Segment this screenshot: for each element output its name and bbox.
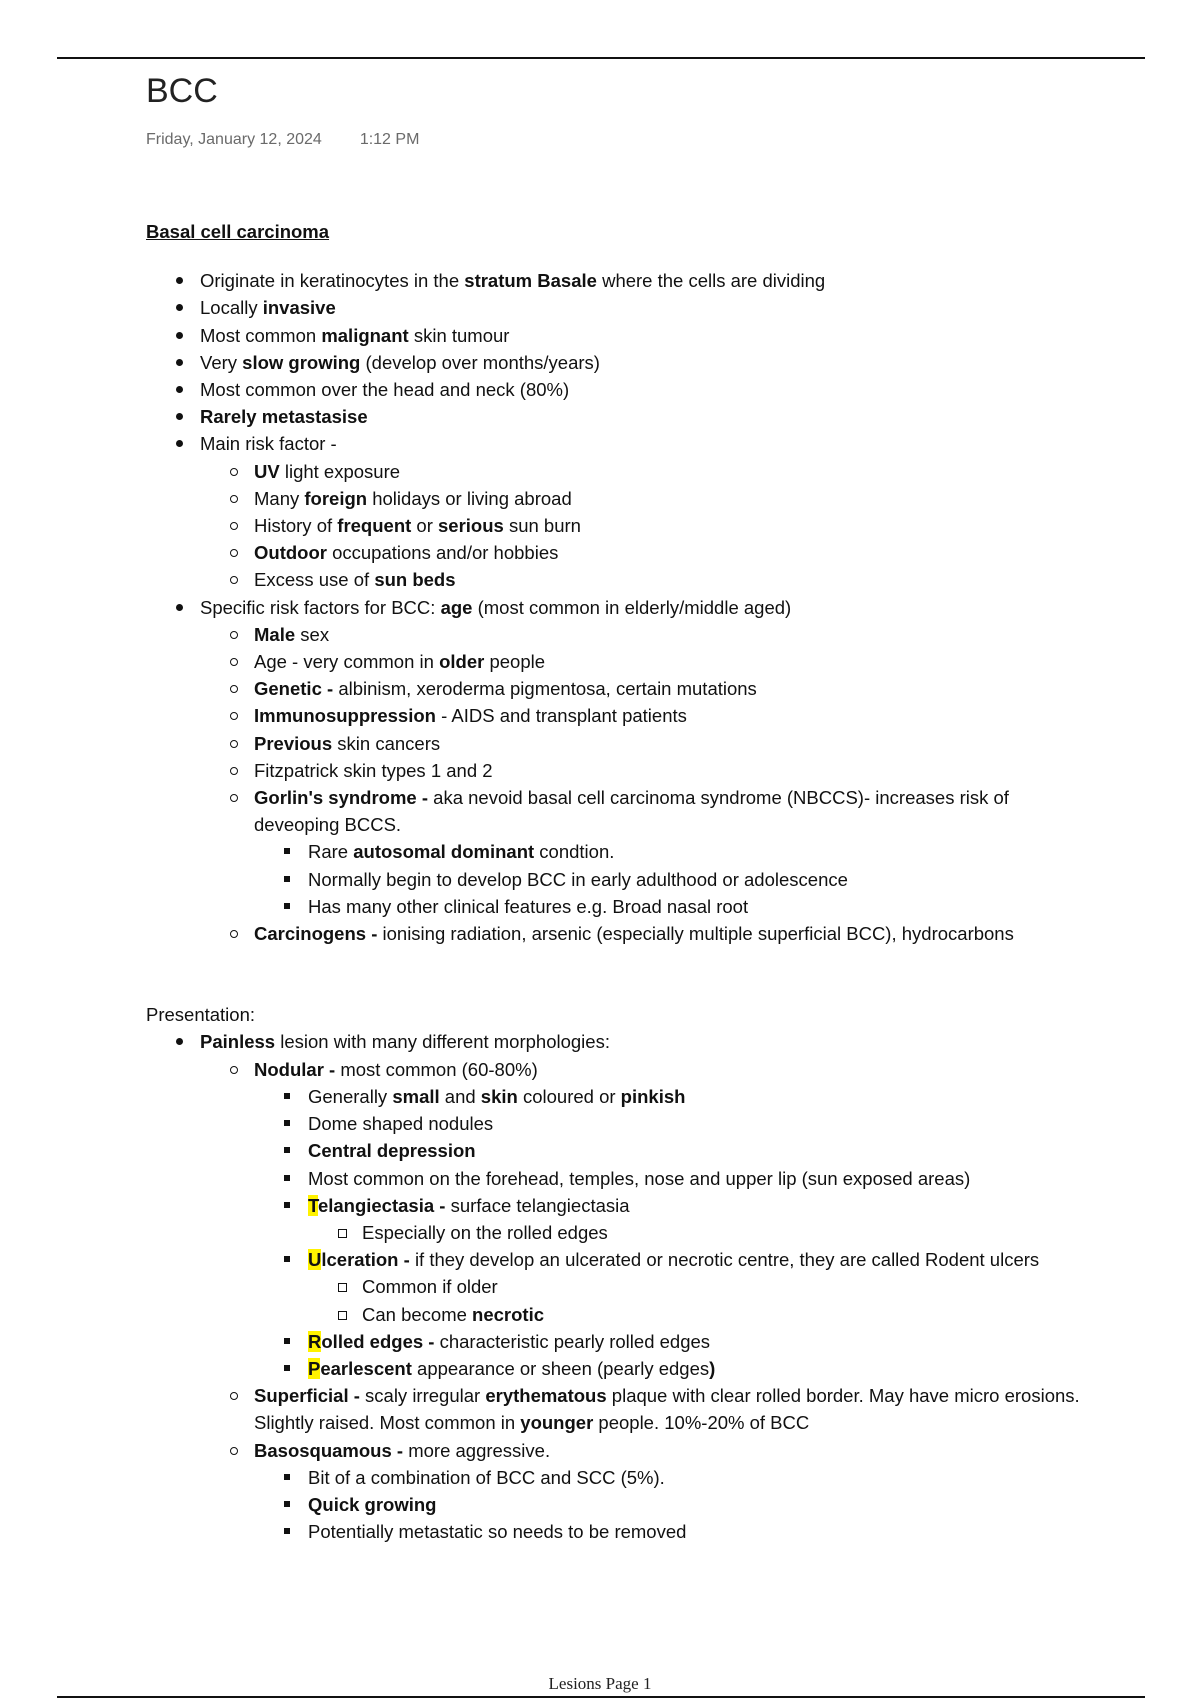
text-segment: UV: [254, 460, 280, 482]
bullet-circle-icon: [230, 495, 238, 503]
text-segment: Main risk factor -: [200, 433, 337, 455]
bullet-square-icon: [284, 1474, 290, 1480]
text-segment: pinkish: [620, 1085, 686, 1107]
bullet-circle-icon: [230, 658, 238, 666]
presentation-list: [146, 1028, 1086, 1545]
bullet-dot-icon: [176, 604, 183, 611]
text-segment: foreign: [304, 487, 368, 509]
text-segment: or: [411, 515, 439, 537]
bullet-open-square-icon: [338, 1229, 347, 1238]
text-segment: people: [484, 651, 546, 673]
section-heading-presentation: [146, 1001, 1086, 1028]
text-segment: Nodular -: [254, 1058, 341, 1080]
list-item-text: [308, 1521, 686, 1542]
list-item-text: [362, 1222, 608, 1243]
bullet-circle-icon: [230, 712, 238, 720]
text-segment: Fitzpatrick skin types 1 and 2: [254, 759, 493, 781]
text-segment: older: [439, 651, 485, 673]
bottom-rule: [57, 1696, 1145, 1698]
bullet-circle-icon: [230, 1392, 238, 1400]
list-item: [146, 376, 1086, 403]
list-item: [254, 1355, 1086, 1382]
text-segment: skin: [480, 1085, 518, 1107]
list-item-text: [254, 461, 400, 482]
text-segment: aka nevoid basal cell carcinoma syndrome (NBCCS)- increases risk of deveoping BCCS.: [254, 787, 1009, 836]
text-segment: lesion with many different morphologies:: [275, 1031, 610, 1053]
list-item-text: [308, 1358, 715, 1379]
text-segment: Rare: [308, 841, 354, 863]
bullet-dot-icon: [176, 386, 183, 393]
list-item: [254, 838, 1086, 865]
text-segment: erythematous: [485, 1385, 607, 1407]
list-item-text: [254, 1059, 538, 1080]
text-segment: younger: [520, 1412, 594, 1434]
text-segment: Excess use of: [254, 569, 375, 591]
bullet-circle-icon: [230, 794, 238, 802]
text-segment: scaly irregular: [365, 1385, 486, 1407]
list-item: [200, 757, 1086, 784]
bullet-circle-icon: [230, 930, 238, 938]
text-segment: elangiectasia -: [317, 1194, 451, 1216]
text-segment: Quick growing: [308, 1493, 437, 1515]
bullet-square-icon: [284, 903, 290, 909]
text-segment: sun burn: [503, 515, 581, 537]
list-item-text: [254, 515, 581, 536]
list-item: [254, 1246, 1086, 1273]
text-segment: coloured or: [517, 1085, 621, 1107]
section-heading-bcc: Basal cell carcinoma: [146, 221, 330, 242]
list-item: [308, 1301, 1086, 1328]
text-segment: and: [439, 1085, 481, 1107]
list-item: [146, 267, 1086, 294]
bullet-dot-icon: [176, 413, 183, 420]
text-segment: Common if older: [362, 1276, 498, 1298]
text-segment: Locally: [200, 297, 263, 319]
list-item: [254, 1165, 1086, 1192]
bullet-dot-icon: [176, 304, 183, 311]
text-segment: small: [392, 1085, 440, 1107]
list-item-text: [362, 1304, 544, 1325]
list-item-text: [308, 1195, 630, 1216]
bullet-circle-icon: [230, 767, 238, 775]
bullet-circle-icon: [230, 1066, 238, 1074]
list-item: [254, 1083, 1086, 1110]
list-item-text: [308, 1113, 493, 1134]
list-item-text: [308, 1168, 970, 1189]
list-item: [200, 1056, 1086, 1083]
text-segment: stratum Basale: [464, 270, 597, 292]
text-segment: skin tumour: [408, 324, 510, 346]
list-item-text: [200, 270, 825, 291]
presentation-label: Presentation:: [146, 1004, 256, 1026]
text-segment: characteristic pearly rolled edges: [439, 1330, 711, 1352]
list-item-text: [200, 379, 569, 400]
bullet-square-icon: [284, 1338, 290, 1344]
bullet-dot-icon: [176, 440, 183, 447]
bullet-circle-icon: [230, 576, 238, 584]
bullet-square-icon: [284, 1120, 290, 1126]
text-segment: Many: [254, 487, 305, 509]
bullet-square-icon: [284, 876, 290, 882]
list-item: [200, 566, 1086, 593]
bullet-dot-icon: [176, 277, 183, 284]
text-segment: where the cells are dividing: [596, 270, 826, 292]
list-item: [254, 866, 1086, 893]
list-item-text: [308, 1086, 685, 1107]
text-segment: Most common over the head and neck (80%): [200, 379, 570, 401]
bullet-square-icon: [284, 1202, 290, 1208]
text-segment: sex: [295, 623, 330, 645]
bullet-square-icon: [284, 1501, 290, 1507]
bullet-circle-icon: [230, 522, 238, 530]
text-segment: people. 10%-20% of BCC: [593, 1412, 810, 1434]
list-item-text: [308, 1494, 436, 1515]
list-item-text: [200, 325, 509, 346]
text-segment: Gorlin's syndrome -: [254, 787, 434, 809]
bullet-square-icon: [284, 848, 290, 854]
text-segment: slow growing: [242, 351, 361, 373]
text-segment: Previous: [254, 732, 333, 754]
text-segment: T: [308, 1194, 318, 1216]
text-segment: Can become: [362, 1303, 473, 1325]
bullet-circle-icon: [230, 740, 238, 748]
list-item-text: [362, 1276, 498, 1297]
list-item: [200, 784, 1086, 838]
bullet-open-square-icon: [338, 1311, 347, 1320]
list-item: [200, 485, 1086, 512]
text-segment: most common (60-80%): [340, 1058, 538, 1080]
note-content: [146, 218, 1086, 1545]
text-segment: lceration -: [321, 1249, 415, 1271]
bullet-open-square-icon: [338, 1283, 347, 1292]
list-item: [200, 621, 1086, 648]
text-segment: Bit of a combination of BCC and SCC (5%).: [308, 1466, 665, 1488]
bcc-list: [146, 267, 1086, 947]
list-item-text: [308, 841, 614, 862]
list-item-text: [200, 433, 337, 454]
text-segment: invasive: [262, 297, 336, 319]
text-segment: autosomal dominant: [353, 841, 535, 863]
text-segment: Dome shaped nodules: [308, 1113, 494, 1135]
list-item: [146, 403, 1086, 430]
list-item-text: [308, 1331, 710, 1352]
page-footer: Lesions Page 1: [548, 1674, 652, 1693]
bullet-dot-icon: [176, 332, 183, 339]
list-item-text: [254, 760, 493, 781]
text-segment: Very: [200, 351, 243, 373]
text-segment: Genetic -: [254, 678, 339, 700]
text-segment: ionising radiation, arsenic (especially multiple superficial BCC), hydrocarbons: [382, 923, 1014, 945]
bullet-square-icon: [284, 1093, 290, 1099]
text-segment: more aggressive.: [408, 1439, 551, 1461]
text-segment: Originate in keratinocytes in the: [200, 270, 465, 292]
text-segment: (develop over months/years): [360, 351, 600, 373]
text-segment: skin cancers: [332, 732, 441, 754]
text-segment: Central depression: [308, 1140, 476, 1162]
list-item-text: [254, 787, 1009, 835]
list-item: [254, 1491, 1086, 1518]
text-segment: surface telangiectasia: [450, 1194, 630, 1216]
text-segment: Rarely metastasise: [200, 406, 368, 428]
list-item-text: [308, 896, 748, 917]
bullet-circle-icon: [230, 468, 238, 476]
list-item-text: [200, 297, 336, 318]
text-segment: - AIDS and transplant patients: [435, 705, 687, 727]
list-item-text: [200, 352, 600, 373]
list-item: [200, 458, 1086, 485]
page-date: Friday, January 12, 2024: [146, 131, 322, 148]
text-segment: Specific risk factors for BCC:: [200, 596, 441, 618]
bullet-circle-icon: [230, 549, 238, 557]
text-segment: appearance or sheen (pearly edges: [411, 1357, 710, 1379]
text-segment: holidays or living abroad: [367, 487, 572, 509]
list-item: [200, 675, 1086, 702]
text-segment: sun beds: [374, 569, 456, 591]
list-item: [254, 1518, 1086, 1545]
list-item-text: [254, 488, 572, 509]
text-segment: frequent: [337, 515, 412, 537]
text-segment: U: [308, 1249, 322, 1271]
text-segment: condtion.: [534, 841, 615, 863]
list-item: [146, 1028, 1086, 1055]
text-segment: Basosquamous -: [254, 1439, 409, 1461]
list-item-text: [308, 869, 848, 890]
bullet-dot-icon: [176, 359, 183, 366]
list-item: [200, 1437, 1086, 1464]
text-segment: Age - very common in: [254, 651, 440, 673]
text-segment: Generally: [308, 1085, 393, 1107]
list-item-text: [254, 651, 545, 672]
text-segment: Carcinogens -: [254, 923, 383, 945]
page-meta: [146, 131, 419, 149]
text-segment: Has many other clinical features e.g. Broad nasal root: [308, 895, 749, 917]
list-item-text: [308, 1140, 476, 1161]
list-item-text: [254, 542, 558, 563]
bullet-square-icon: [284, 1256, 290, 1262]
list-item: [200, 730, 1086, 757]
list-item-text: [200, 597, 791, 618]
list-item: [146, 322, 1086, 349]
text-segment: earlescent: [320, 1357, 412, 1379]
list-item: [146, 294, 1086, 321]
text-segment: Male: [254, 623, 296, 645]
text-segment: if they develop an ulcerated or necrotic centre, they are called Rodent ulcers: [414, 1249, 1040, 1271]
bullet-circle-icon: [230, 1447, 238, 1455]
text-segment: ): [709, 1357, 716, 1379]
text-segment: Normally begin to develop BCC in early adulthood or adolescence: [308, 868, 848, 890]
text-segment: Potentially metastatic so needs to be removed: [308, 1521, 687, 1543]
page-title: BCC: [146, 72, 218, 110]
top-rule: [57, 57, 1145, 59]
bullet-square-icon: [284, 1365, 290, 1371]
text-segment: age: [440, 596, 473, 618]
list-item-text: [254, 705, 687, 726]
text-segment: malignant: [321, 324, 409, 346]
text-segment: Outdoor: [254, 542, 327, 564]
text-segment: occupations and/or hobbies: [326, 542, 559, 564]
text-segment: serious: [438, 515, 504, 537]
list-item: [254, 893, 1086, 920]
list-item: [200, 1382, 1086, 1436]
bullet-circle-icon: [230, 685, 238, 693]
text-segment: Most common on the forehead, temples, nose and upper lip (sun exposed areas): [308, 1167, 971, 1189]
text-segment: necrotic: [472, 1303, 545, 1325]
bullet-square-icon: [284, 1175, 290, 1181]
list-item: [200, 512, 1086, 539]
bullet-square-icon: [284, 1528, 290, 1534]
text-segment: History of: [254, 515, 338, 537]
list-item-text: [308, 1249, 1039, 1270]
list-item: [254, 1110, 1086, 1137]
text-segment: olled edges -: [321, 1330, 440, 1352]
text-segment: Immunosuppression: [254, 705, 436, 727]
list-item-text: [254, 569, 456, 590]
list-item: [254, 1192, 1086, 1219]
text-segment: light exposure: [279, 460, 401, 482]
text-segment: albinism, xeroderma pigmentosa, certain mutations: [338, 678, 757, 700]
list-item-text: [200, 406, 368, 427]
text-segment: P: [308, 1357, 321, 1379]
list-item: [254, 1464, 1086, 1491]
text-segment: plaque with clear rolled border. May have micro erosions. Slightly raised. Most common in: [254, 1385, 1080, 1434]
list-item-text: [308, 1467, 665, 1488]
list-item-text: [254, 624, 329, 645]
list-item-text: [254, 923, 1014, 944]
list-item: [146, 594, 1086, 621]
list-item: [200, 539, 1086, 566]
list-item-text: [254, 678, 757, 699]
text-segment: Especially on the rolled edges: [362, 1221, 608, 1243]
list-item: [308, 1219, 1086, 1246]
text-segment: Painless: [200, 1031, 276, 1053]
list-item-text: [254, 733, 440, 754]
text-segment: R: [308, 1330, 322, 1352]
list-item-text: [200, 1031, 610, 1052]
list-item: [308, 1273, 1086, 1300]
text-segment: Most common: [200, 324, 322, 346]
list-item: [146, 349, 1086, 376]
text-segment: (most common in elderly/middle aged): [472, 596, 792, 618]
list-item-text: [254, 1385, 1080, 1433]
page-time: 1:12 PM: [359, 131, 420, 148]
list-item: [254, 1137, 1086, 1164]
list-item: [200, 920, 1086, 947]
list-item: [254, 1328, 1086, 1355]
bullet-dot-icon: [176, 1038, 183, 1045]
bullet-circle-icon: [230, 631, 238, 639]
text-segment: Superficial -: [254, 1385, 366, 1407]
bullet-square-icon: [284, 1147, 290, 1153]
list-item: [200, 648, 1086, 675]
list-item-text: [254, 1440, 550, 1461]
list-item: [146, 430, 1086, 457]
list-item: [200, 702, 1086, 729]
